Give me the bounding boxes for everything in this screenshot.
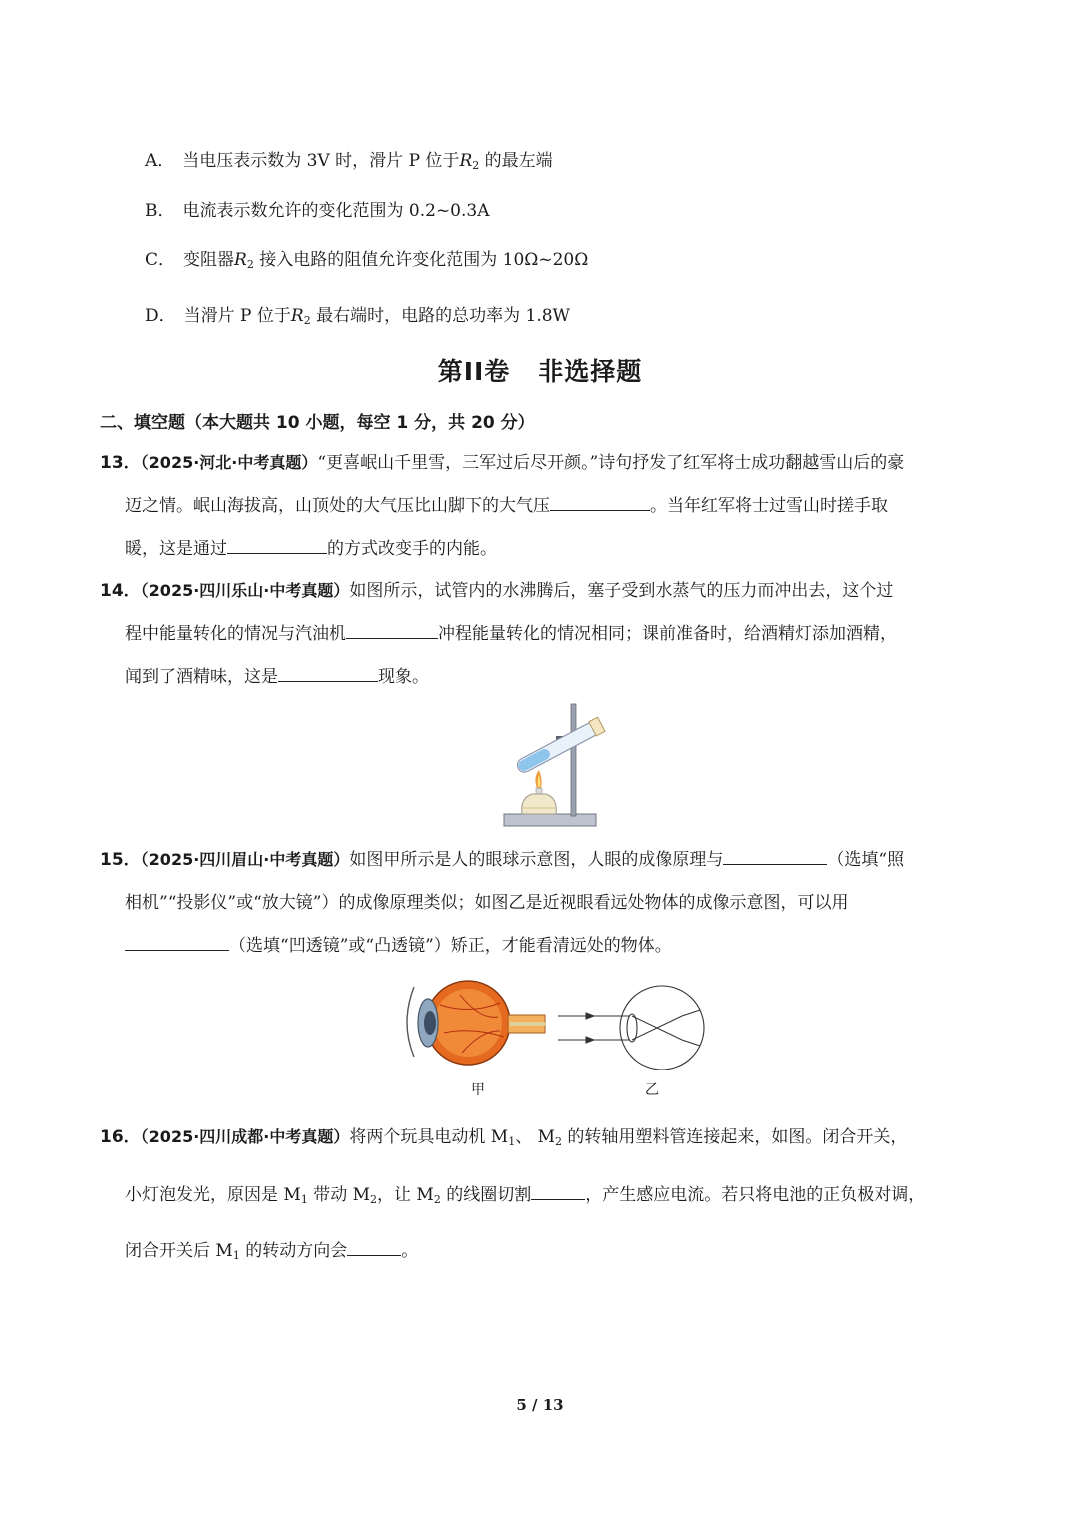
option-text: 当滑片 P 位于 xyxy=(183,306,291,326)
subscript: 2 xyxy=(472,159,480,172)
subscript: 2 xyxy=(555,1135,562,1148)
subscript: 1 xyxy=(508,1135,516,1148)
answer-blank[interactable] xyxy=(278,663,378,682)
question-text: （选填“凹透镜”或“凸透镜”）矫正，才能看清远处的物体。 xyxy=(229,936,672,956)
answer-blank[interactable] xyxy=(531,1181,585,1200)
answer-blank[interactable] xyxy=(125,932,229,951)
option-d xyxy=(145,301,570,327)
question-text: ，产生感应电流。若只将电池的正负极对调， xyxy=(585,1185,926,1205)
question-number: 16． xyxy=(100,1127,141,1147)
page-current: 5 xyxy=(516,1396,527,1414)
question-text: 。 xyxy=(401,1241,419,1261)
option-letter: C． xyxy=(145,250,176,270)
question-text: 现象。 xyxy=(378,667,429,687)
alcohol-lamp xyxy=(522,794,557,814)
question-text: 的线圈切割 xyxy=(440,1185,532,1205)
option-b xyxy=(145,196,490,221)
question-text: （选填“照 xyxy=(827,850,905,870)
question-text: 闭合开关后 M xyxy=(125,1241,233,1261)
eye-figure xyxy=(400,975,720,1070)
question-text: 将两个玩具电动机 M xyxy=(349,1127,509,1147)
question-text: 的方式改变手的内能。 xyxy=(327,539,497,559)
question-text: 小灯泡发光，原因是 M xyxy=(125,1185,301,1205)
question-text: 迈之情。岷山海拔高，山顶处的大气压比山脚下的大气压 xyxy=(125,496,550,516)
stand-rod xyxy=(571,704,576,816)
question-16-line2 xyxy=(125,1180,925,1206)
question-text: 。当年红军将士过雪山时搓手取 xyxy=(650,496,888,516)
question-source: （2025·河北·中考真题） xyxy=(140,453,318,472)
question-16-line1 xyxy=(100,1122,907,1148)
subscript: 2 xyxy=(370,1193,378,1206)
answer-blank[interactable] xyxy=(347,1237,401,1256)
subscript: 2 xyxy=(303,314,311,327)
stand-base xyxy=(504,814,596,826)
subscript: 1 xyxy=(300,1193,308,1206)
question-source: （2025·四川眉山·中考真题） xyxy=(140,850,350,869)
option-text: 当电压表示数为 3V 时，滑片 P 位于 xyxy=(182,151,460,171)
r-symbol: R xyxy=(234,250,247,270)
subscript: 2 xyxy=(246,258,254,271)
section-title-left: 第II卷 xyxy=(437,357,511,386)
option-text: 电流表示数允许的变化范围为 0.2~0.3A xyxy=(182,201,490,221)
question-text: 冲程能量转化的情况相同；课前准备时，给酒精灯添加酒精， xyxy=(438,624,897,644)
answer-blank[interactable] xyxy=(550,492,650,511)
option-letter: A． xyxy=(145,151,175,171)
answer-blank[interactable] xyxy=(723,846,827,865)
question-number: 15． xyxy=(100,850,141,870)
eye-anatomy-figure xyxy=(407,981,545,1065)
question-text: 程中能量转化的情况与汽油机 xyxy=(125,624,346,644)
option-c xyxy=(145,245,588,271)
question-14 xyxy=(100,569,985,699)
option-text: 接入电路的阻值允许变化范围为 10Ω~20Ω xyxy=(253,250,589,270)
question-13 xyxy=(100,441,985,571)
option-letter: D． xyxy=(145,306,176,326)
myopia-diagram xyxy=(558,986,704,1070)
answer-blank[interactable] xyxy=(346,620,438,639)
caption-jia: 甲 xyxy=(471,1082,485,1098)
page-number xyxy=(0,1396,1080,1414)
caption-yi: 乙 xyxy=(645,1082,659,1098)
question-text: “更喜岷山千里雪，三军过后尽开颜。”诗句抒发了红军将士成功翻越雪山后的豪 xyxy=(317,453,905,473)
r-symbol: R xyxy=(459,151,473,171)
question-text: 的转动方向会 xyxy=(239,1241,348,1261)
subscript: 2 xyxy=(433,1193,441,1206)
question-text: 如图甲所示是人的眼球示意图，人眼的成像原理与 xyxy=(349,850,724,870)
option-letter: B． xyxy=(145,201,175,221)
question-text: 如图所示，试管内的水沸腾后，塞子受到水蒸气的压力而冲出去，这个过 xyxy=(349,581,894,601)
page-separator: / xyxy=(532,1396,538,1414)
section-title xyxy=(0,352,1080,388)
test-tube-figure xyxy=(500,700,610,830)
question-text: 的转轴用塑料管连接起来，如图。闭合开关， xyxy=(562,1127,908,1147)
question-text: ，让 M xyxy=(377,1185,434,1205)
answer-blank[interactable] xyxy=(227,535,327,554)
option-a xyxy=(145,146,553,172)
option-text: 变阻器 xyxy=(183,250,235,270)
question-text: 闻到了酒精味，这是 xyxy=(125,667,278,687)
question-text: 相机”“投影仪”或“放大镜”）的成像原理类似；如图乙是近视眼看远处物体的成像示意图，可以用 xyxy=(125,893,849,913)
question-source: （2025·四川乐山·中考真题） xyxy=(140,581,350,600)
question-text: 、 M xyxy=(515,1127,555,1147)
r-symbol: R xyxy=(290,306,304,326)
question-15 xyxy=(100,838,985,968)
option-text: 最右端时，电路的总功率为 1.8W xyxy=(310,306,571,326)
question-text: 暖，这是通过 xyxy=(125,539,227,559)
part-heading: 二、填空题（本大题共 10 小题，每空 1 分，共 20 分） xyxy=(100,413,535,433)
page-total: 13 xyxy=(542,1396,564,1414)
subscript: 1 xyxy=(232,1249,240,1262)
question-source: （2025·四川成都·中考真题） xyxy=(140,1127,350,1146)
section-title-right: 非选择题 xyxy=(538,357,643,386)
question-text: 带动 M xyxy=(307,1185,371,1205)
option-text: 的最左端 xyxy=(479,151,553,171)
question-16-line3 xyxy=(125,1236,418,1262)
question-number: 14． xyxy=(100,581,141,601)
question-number: 13． xyxy=(100,453,141,473)
